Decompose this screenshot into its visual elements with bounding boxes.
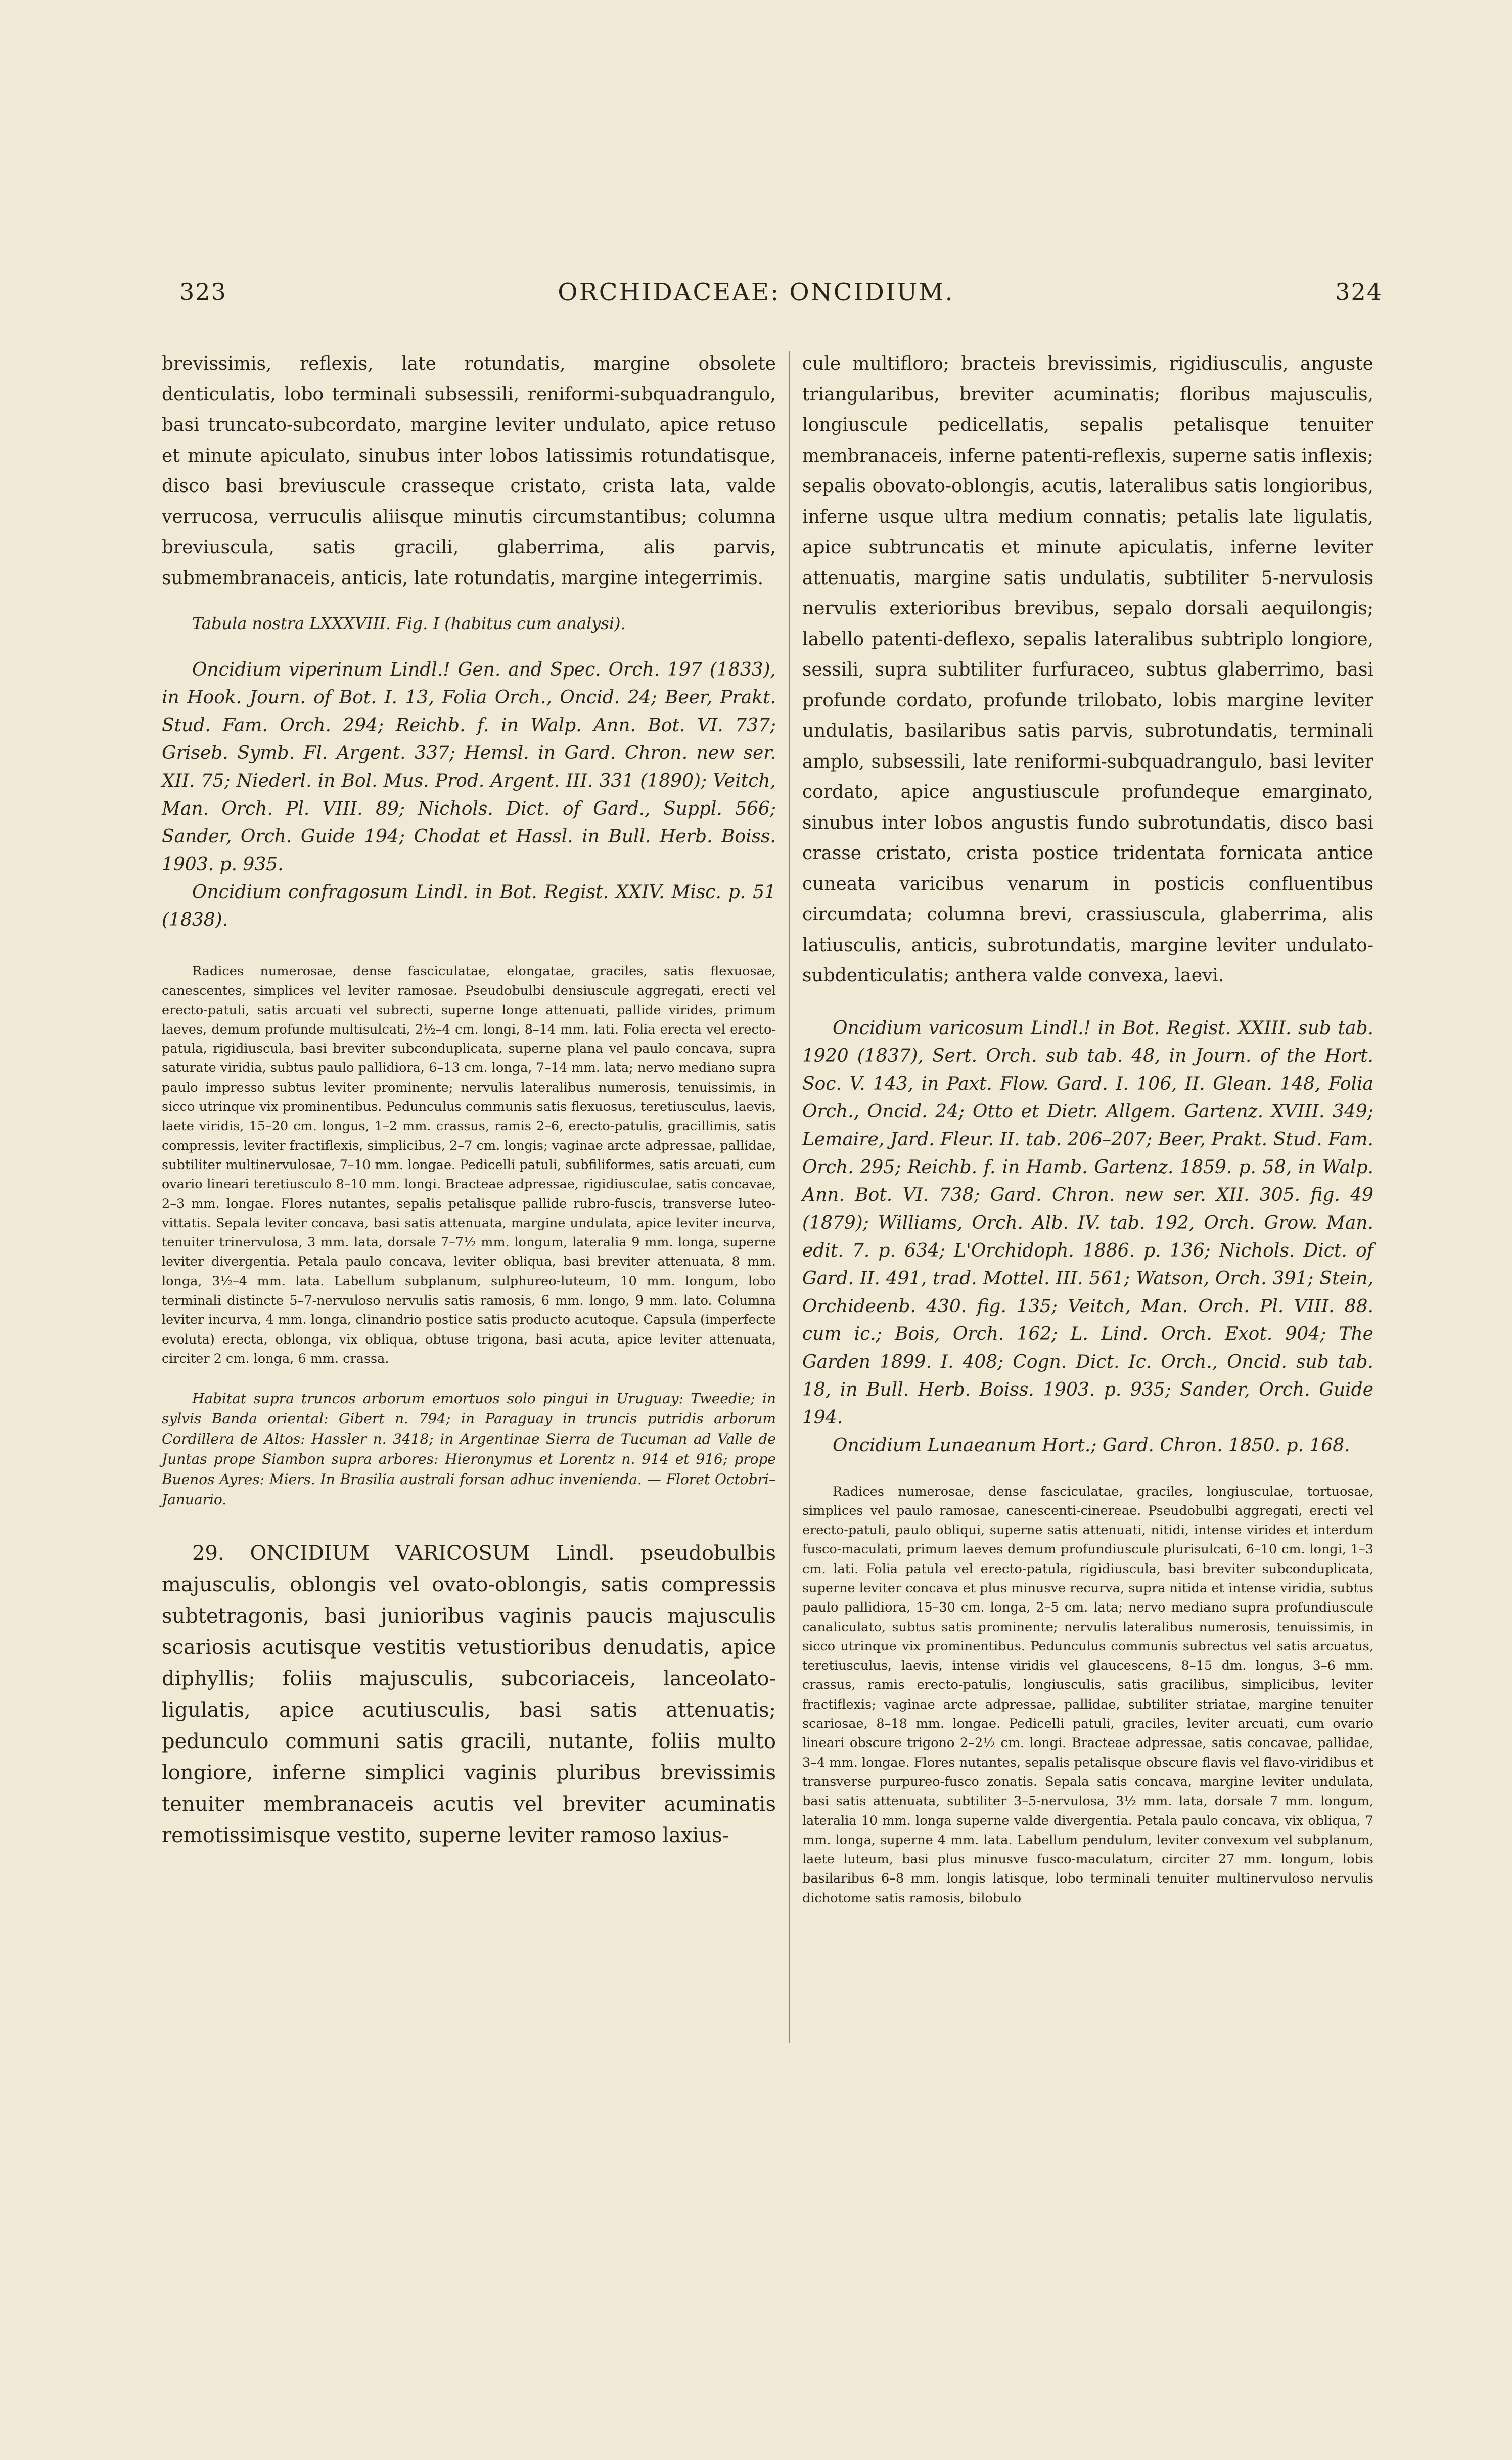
running-title: ORCHIDACEAE: ONCIDIUM. — [558, 278, 954, 306]
page-header — [0, 278, 1512, 319]
synonymy-varicosum: Oncidium varicosum Lindl.! in Bot. Regist. XXIII. sub tab. 1920 (1837), Sert. Orch. sub tab. 48, in Journ. of the Hort. Soc. V. 143, in Paxt. Flow. Gard. I. 106, II. Glean. 148, Folia Orch., Oncid. 24; Otto et Dietr. Allgem. Gartenz. XVIII. 349; Lemaire, Jard. Fleur. II. tab. 206–207; Beer, Prakt. Stud. Fam. Orch. 295; Reichb. f. in Hamb. Gartenz. 1859. p. 58, in Walp. Ann. Bot. VI. 738; Gard. Chron. new ser. XII. 305. fig. 49 (1879); Williams, Orch. Alb. IV. tab. 192, Orch. Grow. Man. edit. 7. p. 634; L'Orchidoph. 1886. p. 136; Nichols. Dict. of Gard. II. 491, trad. Mottel. III. 561; Watson, Orch. 391; Stein, Orchideenb. 430. fig. 135; Veitch, Man. Orch. Pl. VIII. 88. cum ic.; Bois, Orch. 162; L. Lind. Orch. Exot. 904; The Garden 1899. I. 408; Cogn. Dict. Ic. Orch., Oncid. sub tab. 18, in Bull. Herb. Boiss. 1903. p. 935; Sander, Orch. Guide 194. — [802, 1017, 1373, 1428]
synonymy-lunaeanum: Oncidium Lunaeanum Hort.; Gard. Chron. 1850. p. 168. — [833, 1435, 1350, 1456]
left-column — [162, 349, 776, 1851]
page-number-left: 323 — [179, 278, 227, 305]
description-varicosum: Radices numerosae, dense fasciculatae, graciles, longiusculae, tortuosae, simplices vel paulo ramosae, canescenti-cinereae. Pseudobulbi aggregati, erecti vel erecto-patuli, paulo obliqui, superne satis attenuati, nitidi, intense virides et interdum fusco-maculati, primum laeves demum profundiuscule plurisulcati, 6–10 cm. longi, 1–3 cm. lati. Folia patula vel erecto-patula, rigidiuscula, basi breviter subconduplicata, superne leviter concava et plus minusve recurva, supra nitida et intense viridia, subtus paulo pallidiora, 15–30 cm. longa, 2–5 cm. lata; nervo mediano supra profundiuscule canaliculato, subtus satis prominente; nervulis lateralibus numerosis, tenuissimis, in sicco utrinque vix prominentibus. Pedunculus communis subrectus vel satis arcuatus, teretiusculus, laevis, intense viridis vel glaucescens, 8–15 dm. longus, 3–6 mm. crassus, ramis erecto-patulis, longiusculis, satis gracilibus, simplicibus, leviter fractiflexis; vaginae arcte adpressae, pallidae, subtiliter striatae, margine tenuiter scariosae, 8–18 mm. longae. Pedicelli patuli, graciles, leviter arcuati, cum ovario lineari obscure trigono 2–2½ cm. longi. Bracteae adpressae, satis concavae, pallidae, 3–4 mm. longae. Flores nutantes, sepalis petalisque obscure flavis vel flavo-viridibus et transverse purpureo-fusco zonatis. Sepala satis concava, margine leviter undulata, basi satis attenuata, subtiliter 3–5-nervulosa, 3½ mm. lata, dorsale 7 mm. longum, lateralia 10 mm. longa superne valde divergentia. Petala paulo concava, vix obliqua, 7 mm. longa, superne 4 mm. lata. Labellum pendulum, leviter convexum vel subplanum, laete luteum, basi plus minusve fusco-maculatum, circiter 27 mm. longum, lobis basilaribus 6–8 mm. longis latisque, lobo terminali tenuiter multinervuloso nervulis dichotome satis ramosis, bilobulo — [802, 1484, 1373, 1906]
right-column — [802, 349, 1373, 1908]
plate-reference: Tabula nostra LXXXVIII. Fig. I (habitus cum analysi). — [192, 614, 626, 633]
left-description-continued: brevissimis, reflexis, late rotundatis, margine obsolete denticulatis, lobo terminali subsessili, reniformi-subquadrangulo, basi truncato-subcordato, margine leviter undulato, apice retuso et minute apiculato, sinubus inter lobos latissimis rotundatisque, disco basi breviuscule crasseque cristato, crista lata, valde verrucosa, verruculis aliisque minutis circumstantibus; columna breviuscula, satis gracili, glaberrima, alis parvis, submembranaceis, anticis, late rotundatis, margine integerrimis. — [162, 353, 776, 589]
habitat-viperinum: Habitat supra truncos arborum emortuos solo pingui in Uruguay: Tweedie; in sylvis Banda oriental: Gibert n. 794; in Paraguay in truncis putridis arborum Cordillera de Altos: Hassler n. 3418; in Argentinae Sierra de Tucuman ad Valle de Juntas prope Siambon supra arbores: Hieronymus et Lorentz n. 914 et 916; prope Buenos Ayres: Miers. In Brasilia australi forsan adhuc invenienda. — Floret Octobri–Januario. — [162, 1390, 776, 1508]
synonymy-confragosum: Oncidium confragosum Lindl. in Bot. Regist. XXIV. Misc. p. 51 (1838). — [162, 882, 776, 930]
page-number-right: 324 — [1335, 278, 1383, 305]
species-heading-varicosum: 29. ONCIDIUM VARICOSUM Lindl. pseudobulbis majusculis, oblongis vel ovato-oblongis, satis compressis subtetragonis, basi junioribus vaginis paucis majusculis scariosis acutisque vestitis vetustioribus denudatis, apice diphyllis; foliis majusculis, subcoriaceis, lanceolato-ligulatis, apice acutiusculis, basi satis attenuatis; pedunculo communi satis gracili, nutante, foliis multo longiore, inferne simplici vaginis pluribus brevissimis tenuiter membranaceis acutis vel breviter acuminatis remotissimisque vestito, superne leviter ramoso laxius- — [162, 1542, 776, 1848]
description-viperinum: Radices numerosae, dense fasciculatae, elongatae, graciles, satis flexuosae, canescentes, simplices vel leviter ramosae. Pseudobulbi densiuscule aggregati, erecti vel erecto-patuli, satis arcuati vel subrecti, superne longe attenuati, pallide virides, primum laeves, demum profunde multisulcati, 2½–4 cm. longi, 8–14 mm. lati. Folia erecta vel erecto-patula, rigidiuscula, basi breviter subconduplicata, superne plana vel paulo concava, supra saturate viridia, subtus paulo pallidiora, 6–13 cm. longa, 7–14 mm. lata; nervo mediano supra paulo impresso subtus leviter prominente; nervulis lateralibus numerosis, tenuissimis, in sicco utrinque vix prominentibus. Pedunculus communis satis flexuosus, teretiusculus, laevis, laete viridis, 15–20 cm. longus, 1–2 mm. crassus, ramis 2–6, erecto-patulis, gracillimis, satis compressis, leviter fractiflexis, simplicibus, 2–7 cm. longis; vaginae arcte adpressae, pallidae, subtiliter multinervulosae, 7–10 mm. longae. Pedicelli patuli, subfiliformes, satis arcuati, cum ovario lineari teretiusculo 8–10 mm. longi. Bracteae adpressae, rigidiusculae, satis concavae, 2–3 mm. longae. Flores nutantes, sepalis petalisque pallide rubro-fuscis, transverse luteo-vittatis. Sepala leviter concava, basi satis attenuata, margine undulata, apice leviter incurva, tenuiter trinervulosa, 3 mm. lata, dorsale 7–7½ mm. longum, lateralia 9 mm. longa, superne leviter divergentia. Petala paulo concava, leviter obliqua, basi breviter attenuata, 8 mm. longa, 3½–4 mm. lata. Labellum subplanum, sulphureo-luteum, 10 mm. longum, lobo terminali distincte 5–7-nervuloso nervulis satis ramosis, 6 mm. longo, 9 mm. lato. Columna leviter incurva, 4 mm. longa, clinandrio postice satis producto acutoque. Capsula (imperfecte evoluta) erecta, oblonga, vix obliqua, obtuse trigona, basi acuta, apice leviter attenuata, circiter 2 cm. longa, 6 mm. crassa. — [162, 964, 776, 1366]
right-diagnosis-continued: cule multifloro; bracteis brevissimis, rigidiusculis, anguste triangularibus, breviter acuminatis; floribus majusculis, longiuscule pedicellatis, sepalis petalisque tenuiter membranaceis, inferne patenti-reflexis, superne satis inflexis; sepalis obovato-oblongis, acutis, lateralibus satis longioribus, inferne usque ultra medium connatis; petalis late ligulatis, apice subtruncatis et minute apiculatis, inferne leviter attenuatis, margine satis undulatis, subtiliter 5-nervulosis nervulis exterioribus brevibus, sepalo dorsali aequilongis; labello patenti-deflexo, sepalis lateralibus subtriplo longiore, sessili, supra subtiliter furfuraceo, subtus glaberrimo, basi profunde cordato, profunde trilobato, lobis margine leviter undulatis, basilaribus satis parvis, subrotundatis, terminali amplo, subsessili, late reniformi-subquadrangulo, basi leviter cordato, apice angustiuscule profundeque emarginato, sinubus inter lobos angustis fundo subrotundatis, disco basi crasse cristato, crista postice tridentata fornicata antice cuneata varicibus venarum in posticis confluentibus circumdata; columna brevi, crassiuscula, glaberrima, alis latiusculis, anticis, subrotundatis, margine leviter undulato-subdenticulatis; anthera valde convexa, laevi. — [802, 353, 1373, 986]
column-divider — [789, 351, 790, 2043]
synonymy-viperinum: Oncidium viperinum Lindl.! Gen. and Spec. Orch. 197 (1833), in Hook. Journ. of Bot. I. 13, Folia Orch., Oncid. 24; Beer, Prakt. Stud. Fam. Orch. 294; Reichb. f. in Walp. Ann. Bot. VI. 737; Griseb. Symb. Fl. Argent. 337; Hemsl. in Gard. Chron. new ser. XII. 75; Niederl. in Bol. Mus. Prod. Argent. III. 331 (1890); Veitch, Man. Orch. Pl. VIII. 89; Nichols. Dict. of Gard., Suppl. 566; Sander, Orch. Guide 194; Chodat et Hassl. in Bull. Herb. Boiss. 1903. p. 935. — [162, 659, 776, 875]
